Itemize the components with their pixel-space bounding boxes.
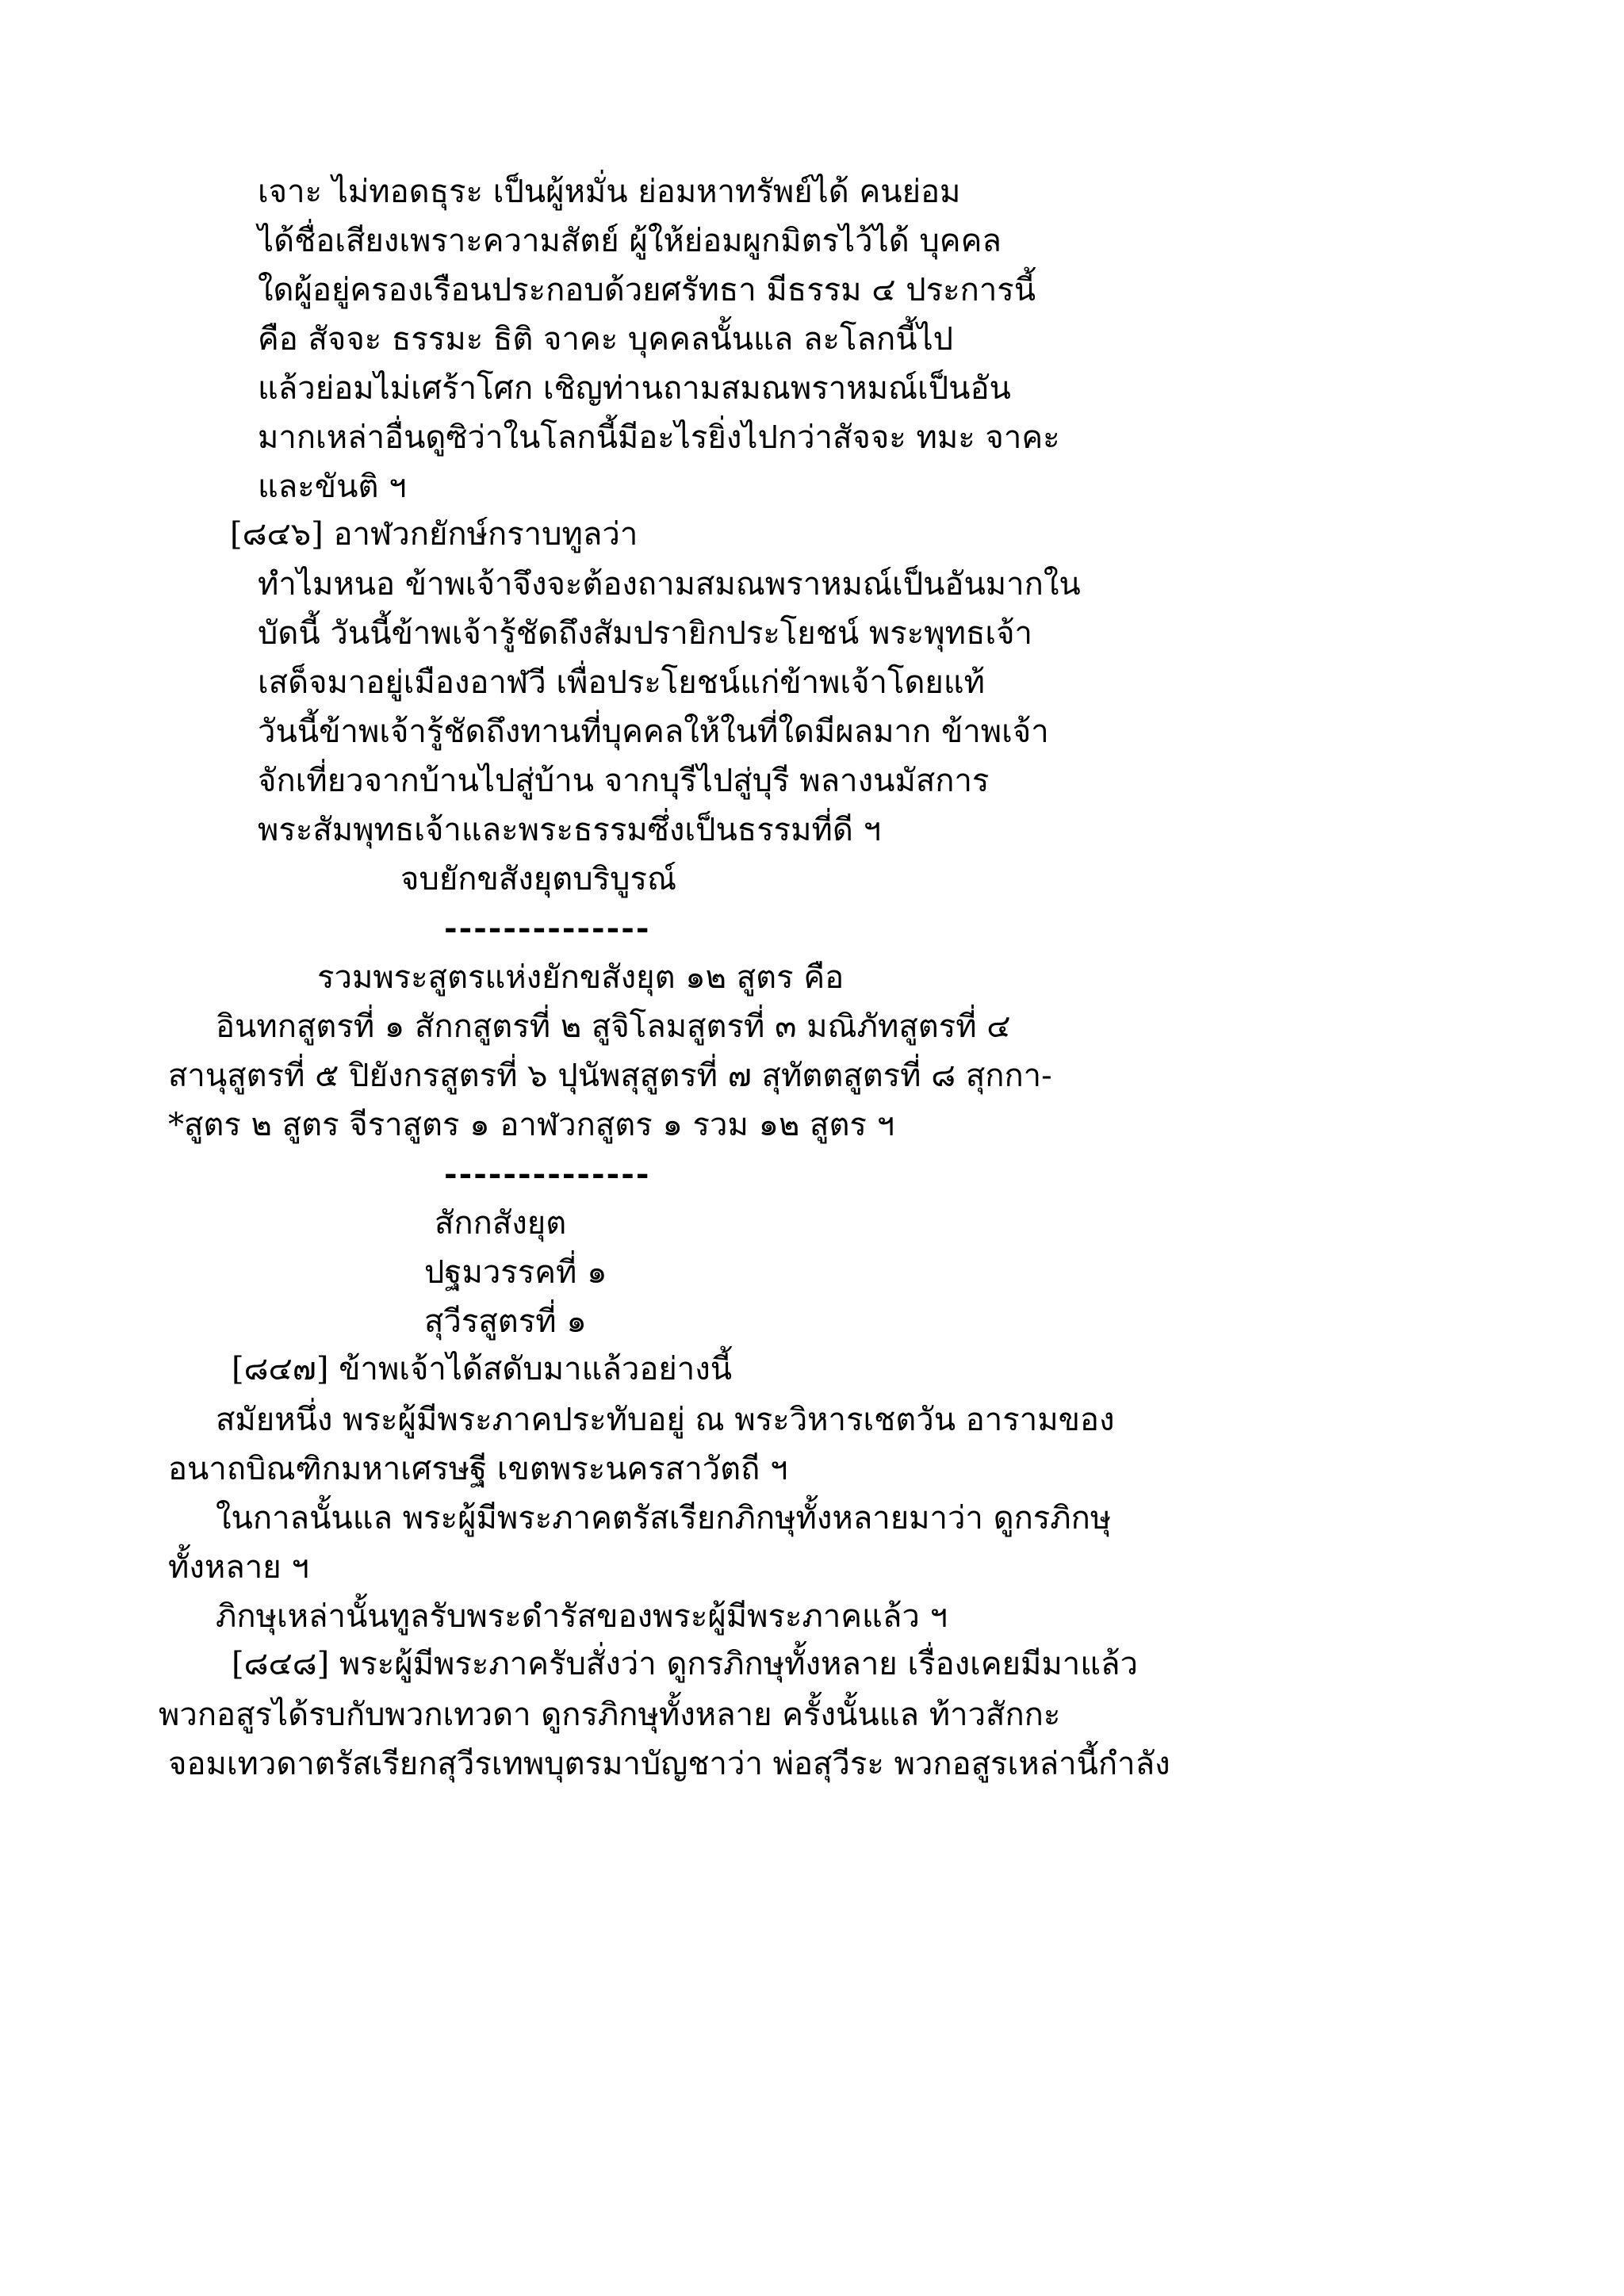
text-line: อนาถบิณฑิกมหาเศรษฐี เขตพระนครสาวัตถี ฯ: [168, 1451, 788, 1487]
text-line: ทำไมหนอ ข้าพเจ้าจึงจะต้องถามสมณพราหมณ์เป็นอันมากใน: [258, 566, 1081, 603]
text-line: สานุสูตรที่ ๕ ปิยังกรสูตรที่ ๖ ปุนัพสุสูตรที่ ๗ สุทัตตสูตรที่ ๘ สุกกา-: [168, 1058, 1052, 1094]
sutta-summary-heading: รวมพระสูตรแห่งยักขสังยุต ๑๒ สูตร คือ: [317, 959, 845, 996]
text-line: ภิกษุเหล่านั้นทูลรับพระดำรัสของพระผู้มีพระภาคแล้ว ฯ: [216, 1598, 948, 1635]
text-line: พวกอสูรได้รบกับพวกเทวดา ดูกรภิกษุทั้งหลาย ครั้งนั้นแล ท้าวสักกะ: [159, 1697, 1061, 1733]
text-line: วันนี้ข้าพเจ้ารู้ชัดถึงทานที่บุคคลให้ในที่ใดมีผลมาก ข้าพเจ้า: [258, 714, 1049, 750]
text-line: ได้ชื่อเสียงเพราะความสัตย์ ผู้ให้ย่อมผูกมิตรไว้ได้ บุคคล: [258, 223, 1002, 259]
text-line: ทั้งหลาย ฯ: [168, 1549, 309, 1586]
text-line: จอมเทวดาตรัสเรียกสุวีรเทพบุตรมาบัญชาว่า พ่อสุวีระ พวกอสูรเหล่านี้กำลัง: [168, 1746, 1170, 1782]
text-line: และขันติ ฯ: [258, 469, 407, 505]
section-number-846: [๘๔๖] อาฬวกยักษ์กราบทูลว่า: [230, 516, 638, 553]
text-line: คือ สัจจะ ธรรมะ ธิติ จาคะ บุคคลนั้นแล ละโลกนี้ไป: [258, 321, 954, 358]
vagga-title: ปฐมวรรคที่ ๑: [424, 1254, 607, 1291]
text-line: ในกาลนั้นแล พระผู้มีพระภาคตรัสเรียกภิกษุทั้งหลายมาว่า ดูกรภิกษุ: [216, 1500, 1112, 1536]
chapter-end-title: จบยักขสังยุตบริบูรณ์: [400, 861, 677, 897]
text-line: อินทกสูตรที่ ๑ สักกสูตรที่ ๒ สูจิโลมสูตรที่ ๓ มณิภัทสูตรที่ ๔: [216, 1008, 1011, 1045]
text-line: แล้วย่อมไม่เศร้าโศก เชิญท่านถามสมณพราหมณ์เป็นอัน: [258, 370, 1011, 407]
text-line: จักเที่ยวจากบ้านไปสู่บ้าน จากบุรีไปสู่บุรี พลางนมัสการ: [258, 763, 990, 799]
separator-line: --------------: [444, 909, 651, 947]
sutta-title: สุวีรสูตรที่ ๑: [424, 1303, 587, 1340]
text-line: บัดนี้ วันนี้ข้าพเจ้ารู้ชัดถึงสัมปรายิกประโยชน์ พระพุทธเจ้า: [258, 615, 1032, 652]
text-line: เจาะ ไม่ทอดธุระ เป็นผู้หมั่น ย่อมหาทรัพย์ได้ คนย่อม: [258, 174, 961, 210]
text-line: มากเหล่าอื่นดูซิว่าในโลกนี้มีอะไรยิ่งไปกว่าสัจจะ ทมะ จาคะ: [258, 419, 1060, 456]
text-line: สมัยหนึ่ง พระผู้มีพระภาคประทับอยู่ ณ พระวิหารเชตวัน อารามของ: [216, 1402, 1115, 1438]
section-number-847: [๘๔๗] ข้าพเจ้าได้สดับมาแล้วอย่างนี้: [232, 1351, 733, 1387]
samyutta-title: สักกสังยุต: [435, 1205, 567, 1242]
text-line: ใดผู้อยู่ครองเรือนประกอบด้วยศรัทธา มีธรรม ๔ ประการนี้: [258, 272, 1036, 308]
text-line: พระสัมพุทธเจ้าและพระธรรมซึ่งเป็นธรรมที่ดี ฯ: [258, 812, 882, 848]
text-line: *สูตร ๒ สูตร จีราสูตร ๑ อาฬวกสูตร ๑ รวม ๑๒ สูตร ฯ: [168, 1107, 895, 1143]
separator-line: --------------: [444, 1155, 651, 1192]
text-line: เสด็จมาอยู่เมืองอาฬวี เพื่อประโยชน์แก่ข้าพเจ้าโดยแท้: [258, 664, 986, 701]
section-number-848: [๘๔๘] พระผู้มีพระภาครับสั่งว่า ดูกรภิกษุทั้งหลาย เรื่องเคยมีมาแล้ว: [232, 1646, 1138, 1682]
